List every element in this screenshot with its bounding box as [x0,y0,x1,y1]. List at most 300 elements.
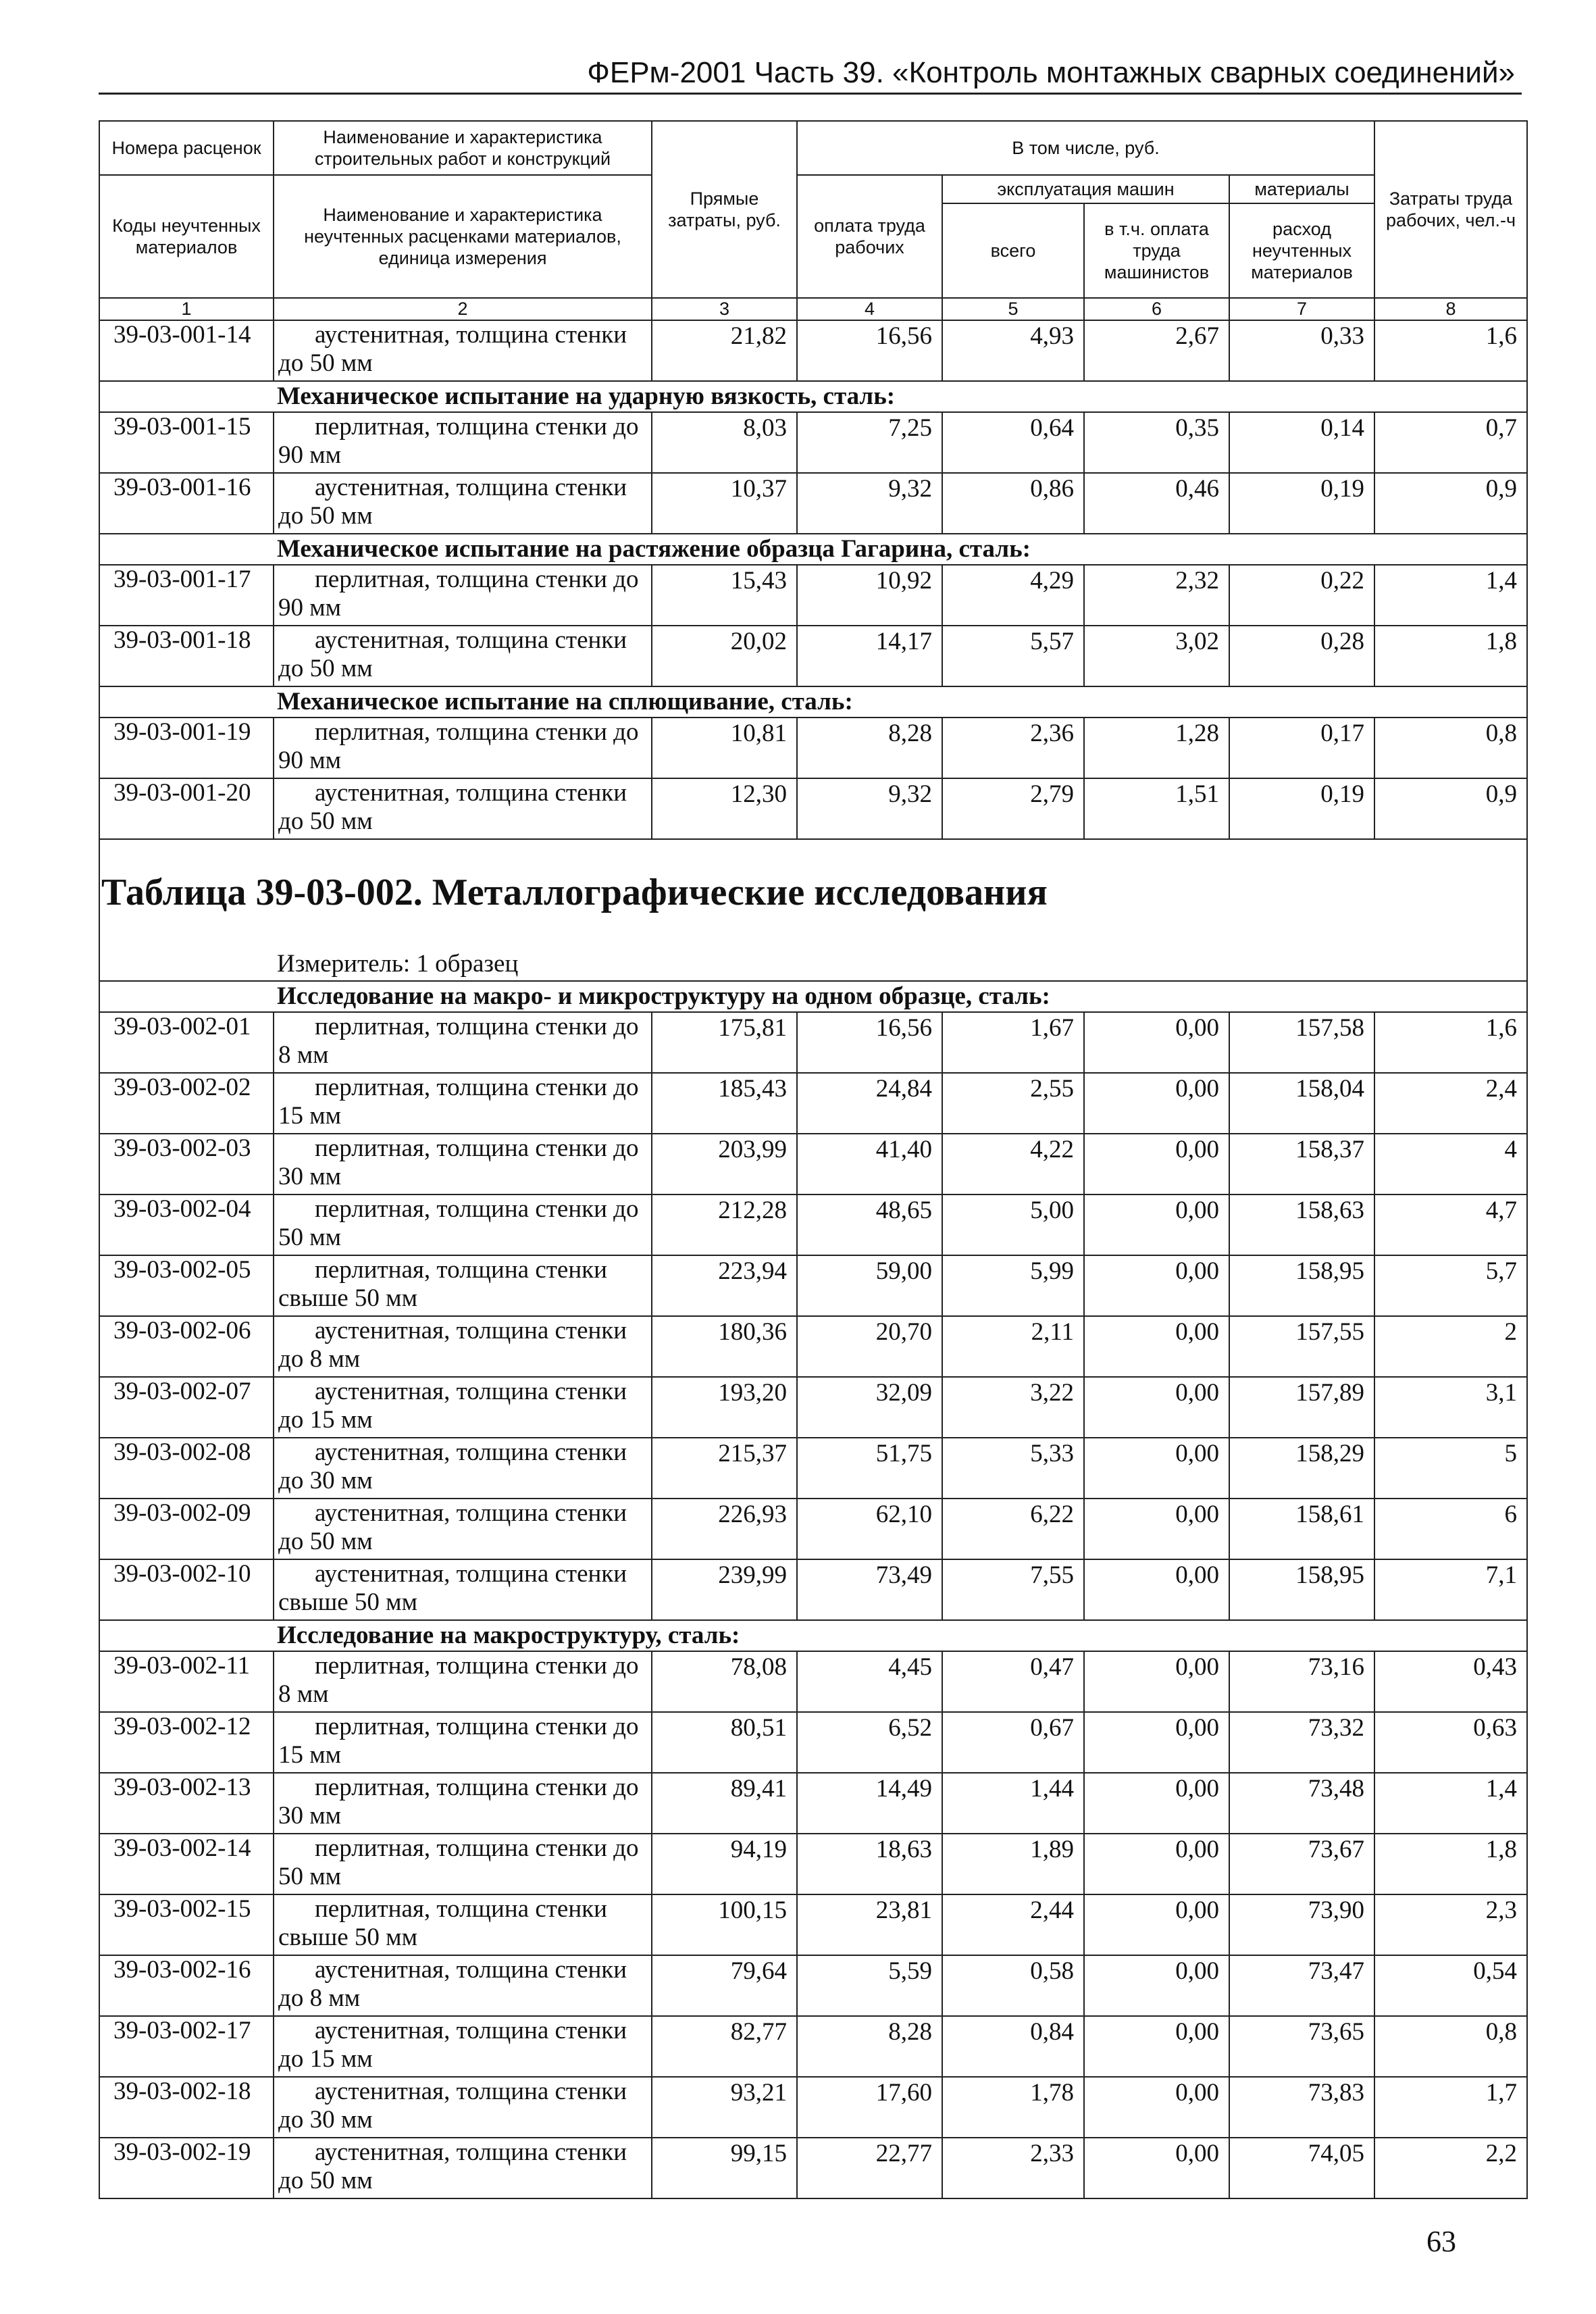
value-cell: 0,8 [1374,2016,1527,2077]
value-cell: 0,00 [1084,1194,1229,1255]
table-row [99,718,1527,778]
value-cell: 73,49 [797,1559,942,1620]
value-cell: 0,00 [1084,1955,1229,2016]
value-cell: 0,00 [1084,1559,1229,1620]
work-name-line: 15 мм [278,1102,342,1130]
value-cell: 62,10 [797,1499,942,1559]
value-cell: 158,95 [1229,1559,1374,1620]
table-row [99,320,1527,381]
value-cell: 3,22 [942,1377,1084,1438]
rate-code: 39-03-001-14 [99,320,274,381]
value-cell: 0,14 [1229,412,1374,473]
work-name-line: аустенитная, толщина стенки [315,321,627,349]
rate-code: 39-03-001-18 [99,626,274,686]
value-cell: 0,8 [1374,718,1527,778]
value-cell: 6,22 [942,1499,1084,1559]
col-num: 1 [99,298,274,320]
value-cell: 0,00 [1084,1377,1229,1438]
work-name-line: перлитная, толщина стенки до [315,1652,639,1680]
value-cell: 1,8 [1374,1834,1527,1894]
value-cell: 0,84 [942,2016,1084,2077]
value-cell: 158,04 [1229,1073,1374,1134]
value-cell: 22,77 [797,2138,942,2198]
work-name-line: 50 мм [278,1863,342,1890]
value-cell: 2,67 [1084,320,1229,381]
value-cell: 73,32 [1229,1712,1374,1773]
value-cell: 203,99 [652,1134,797,1194]
value-cell: 94,19 [652,1834,797,1894]
work-name-line: перлитная, толщина стенки до [315,1774,639,1801]
value-cell: 5 [1374,1438,1527,1499]
value-cell: 10,81 [652,718,797,778]
work-name-line: до 50 мм [278,655,373,682]
work-name [274,1073,652,1134]
value-cell: 2,11 [942,1316,1084,1377]
value-cell: 12,30 [652,778,797,839]
table-row [99,473,1527,534]
page-number: 63 [1426,2225,1456,2258]
table-row [99,1894,1527,1955]
value-cell: 2,36 [942,718,1084,778]
table-row [99,1499,1527,1559]
value-cell: 2,44 [942,1894,1084,1955]
value-cell: 4,93 [942,320,1084,381]
work-name-line: до 8 мм [278,1984,361,2012]
work-name-line: аустенитная, толщина стенки [315,1499,627,1527]
col-num: 6 [1084,298,1229,320]
col-header-direct-costs: Прямые затраты, руб. [652,121,797,298]
value-cell: 9,32 [797,778,942,839]
table-row [99,1559,1527,1620]
table-title: Таблица 39-03-002. Металлографические исследования [101,872,1048,913]
value-cell: 158,63 [1229,1194,1374,1255]
value-cell: 1,51 [1084,778,1229,839]
table-row [99,1773,1527,1834]
value-cell: 0,00 [1084,1012,1229,1073]
value-cell: 0,00 [1084,1834,1229,1894]
value-cell: 23,81 [797,1894,942,1955]
table-title-cell [99,839,1527,948]
rate-code: 39-03-002-11 [99,1651,274,1712]
value-cell: 2,3 [1374,1894,1527,1955]
value-cell: 2,4 [1374,1073,1527,1134]
value-cell: 5,59 [797,1955,942,2016]
value-cell: 9,32 [797,473,942,534]
value-cell: 0,63 [1374,1712,1527,1773]
work-name [274,1438,652,1499]
value-cell: 0,67 [942,1712,1084,1773]
work-name-line: аустенитная, толщина стенки [315,1317,627,1344]
value-cell: 73,65 [1229,2016,1374,2077]
table-row [99,1012,1527,1073]
value-cell: 2,32 [1084,565,1229,626]
table-row [99,1255,1527,1316]
work-name-line: до 50 мм [278,2167,373,2194]
value-cell: 82,77 [652,2016,797,2077]
work-name [274,1377,652,1438]
value-cell: 1,7 [1374,2077,1527,2138]
value-cell: 0,46 [1084,473,1229,534]
work-name [274,1316,652,1377]
col-header-labor: Затраты труда рабочих, чел.-ч [1374,121,1527,298]
value-cell: 0,64 [942,412,1084,473]
work-name-line: до 30 мм [278,2106,373,2134]
value-cell: 180,36 [652,1316,797,1377]
value-cell: 0,00 [1084,1773,1229,1834]
value-cell: 1,28 [1084,718,1229,778]
value-cell: 5,7 [1374,1255,1527,1316]
work-name-line: перлитная, толщина стенки [315,1256,607,1284]
work-name-line: аустенитная, толщина стенки [315,1956,627,1984]
value-cell: 93,21 [652,2077,797,2138]
rate-code: 39-03-002-01 [99,1012,274,1073]
value-cell: 1,44 [942,1773,1084,1834]
value-cell: 0,00 [1084,1073,1229,1134]
value-cell: 1,67 [942,1012,1084,1073]
value-cell: 158,61 [1229,1499,1374,1559]
table-row [99,2138,1527,2198]
section-heading: Исследование на макро- и микроструктуру на одном образце, сталь: [99,981,1527,1012]
work-name [274,1255,652,1316]
value-cell: 24,84 [797,1073,942,1134]
value-cell: 6,52 [797,1712,942,1773]
value-cell: 226,93 [652,1499,797,1559]
work-name-line: аустенитная, толщина стенки [315,1560,627,1588]
rate-code: 39-03-002-15 [99,1894,274,1955]
value-cell: 1,8 [1374,626,1527,686]
value-cell: 20,02 [652,626,797,686]
value-cell: 99,15 [652,2138,797,2198]
rate-code: 39-03-002-19 [99,2138,274,2198]
value-cell: 18,63 [797,1834,942,1894]
table-row [99,1651,1527,1712]
work-name-line: перлитная, толщина стенки [315,1895,607,1923]
col-num: 2 [274,298,652,320]
value-cell: 4 [1374,1134,1527,1194]
col-num: 4 [797,298,942,320]
value-cell: 6 [1374,1499,1527,1559]
table-row [99,1194,1527,1255]
value-cell: 0,00 [1084,1255,1229,1316]
value-cell: 5,00 [942,1194,1084,1255]
rate-code: 39-03-002-08 [99,1438,274,1499]
rate-code: 39-03-001-20 [99,778,274,839]
value-cell: 0,17 [1229,718,1374,778]
value-cell: 0,43 [1374,1651,1527,1712]
value-cell: 78,08 [652,1651,797,1712]
value-cell: 185,43 [652,1073,797,1134]
work-name [274,626,652,686]
value-cell: 0,86 [942,473,1084,534]
value-cell: 0,47 [942,1651,1084,1712]
value-cell: 2,79 [942,778,1084,839]
rate-code: 39-03-002-10 [99,1559,274,1620]
rate-code: 39-03-002-18 [99,2077,274,2138]
work-name-line: перлитная, толщина стенки до [315,718,639,746]
table-row [99,565,1527,626]
value-cell: 0,00 [1084,2077,1229,2138]
value-cell: 100,15 [652,1894,797,1955]
value-cell: 41,40 [797,1134,942,1194]
work-name [274,1712,652,1773]
col-num: 7 [1229,298,1374,320]
work-name [274,1499,652,1559]
work-name-line: аустенитная, толщина стенки [315,1378,627,1405]
col-header-wages: оплата труда рабочих [797,175,942,298]
work-name-line: аустенитная, толщина стенки [315,2138,627,2166]
value-cell: 5,33 [942,1438,1084,1499]
col-header-work-name: Наименование и характеристика строительных работ и конструкций [274,121,652,175]
work-name-line: аустенитная, толщина стенки [315,2078,627,2105]
work-name-line: 90 мм [278,747,342,774]
value-cell: 0,58 [942,1955,1084,2016]
value-cell: 16,56 [797,1012,942,1073]
value-cell: 2,2 [1374,2138,1527,2198]
work-name [274,1894,652,1955]
value-cell: 21,82 [652,320,797,381]
value-cell: 1,4 [1374,565,1527,626]
value-cell: 2,33 [942,2138,1084,2198]
rate-code: 39-03-002-14 [99,1834,274,1894]
value-cell: 0,00 [1084,2016,1229,2077]
rate-code: 39-03-001-15 [99,412,274,473]
value-cell: 0,7 [1374,412,1527,473]
work-name [274,1012,652,1073]
value-cell: 0,9 [1374,778,1527,839]
rate-code: 39-03-001-19 [99,718,274,778]
work-name-line: до 30 мм [278,1467,373,1494]
value-cell: 1,6 [1374,1012,1527,1073]
page-header: ФЕРм-2001 Часть 39. «Контроль монтажных сварных соединений» [99,53,1522,95]
work-name [274,320,652,381]
value-cell: 0,35 [1084,412,1229,473]
table-row [99,2077,1527,2138]
work-name-line: аустенитная, толщина стенки [315,2017,627,2044]
work-name [274,412,652,473]
value-cell: 8,03 [652,412,797,473]
value-cell: 51,75 [797,1438,942,1499]
work-name-line: до 50 мм [278,349,373,377]
rate-code: 39-03-002-02 [99,1073,274,1134]
col-num: 8 [1374,298,1527,320]
value-cell: 0,19 [1229,778,1374,839]
value-cell: 0,33 [1229,320,1374,381]
rate-code: 39-03-002-03 [99,1134,274,1194]
value-cell: 158,29 [1229,1438,1374,1499]
value-cell: 73,90 [1229,1894,1374,1955]
rate-code: 39-03-002-05 [99,1255,274,1316]
col-header-machinist-wages: в т.ч. оплата труда машинистов [1084,203,1229,298]
value-cell: 7,1 [1374,1559,1527,1620]
value-cell: 2,55 [942,1073,1084,1134]
work-name-line: 90 мм [278,594,342,622]
work-name-line: свыше 50 мм [278,1588,417,1616]
work-name-line: 30 мм [278,1163,342,1190]
rate-code: 39-03-002-09 [99,1499,274,1559]
value-cell: 14,49 [797,1773,942,1834]
table-row [99,412,1527,473]
value-cell: 1,89 [942,1834,1084,1894]
work-name-line: до 50 мм [278,502,373,530]
work-name-line: 50 мм [278,1224,342,1251]
work-name-line: аустенитная, толщина стенки [315,779,627,807]
work-name-line: до 15 мм [278,2045,373,2073]
work-name [274,2138,652,2198]
col-header-materials: материалы [1229,175,1374,203]
value-cell: 73,67 [1229,1834,1374,1894]
work-name-line: аустенитная, толщина стенки [315,1438,627,1466]
table-row [99,1834,1527,1894]
col-header-material-consumption: расход неучтенных материалов [1229,203,1374,298]
work-name [274,2016,652,2077]
table-row [99,1377,1527,1438]
value-cell: 1,6 [1374,320,1527,381]
value-cell: 0,00 [1084,1438,1229,1499]
value-cell: 0,00 [1084,1712,1229,1773]
table-row [99,1955,1527,2016]
value-cell: 158,37 [1229,1134,1374,1194]
work-name-line: 30 мм [278,1802,342,1830]
table-row [99,626,1527,686]
rate-code: 39-03-002-07 [99,1377,274,1438]
price-table [99,120,1528,2199]
value-cell: 5,57 [942,626,1084,686]
value-cell: 157,55 [1229,1316,1374,1377]
col-header-material-codes: Коды неучтенных материалов [99,175,274,298]
work-name-line: перлитная, толщина стенки до [315,1834,639,1862]
value-cell: 1,78 [942,2077,1084,2138]
value-cell: 59,00 [797,1255,942,1316]
rate-code: 39-03-002-06 [99,1316,274,1377]
value-cell: 4,29 [942,565,1084,626]
work-name-line: 90 мм [278,441,342,469]
table-row [99,1134,1527,1194]
work-name [274,1194,652,1255]
value-cell: 80,51 [652,1712,797,1773]
value-cell: 89,41 [652,1773,797,1834]
value-cell: 215,37 [652,1438,797,1499]
value-cell: 0,9 [1374,473,1527,534]
work-name-line: перлитная, толщина стенки до [315,565,639,593]
value-cell: 0,28 [1229,626,1374,686]
work-name-line: до 8 мм [278,1345,361,1373]
value-cell: 3,1 [1374,1377,1527,1438]
value-cell: 0,00 [1084,2138,1229,2198]
value-cell: 1,4 [1374,1773,1527,1834]
work-name-line: 15 мм [278,1741,342,1769]
section-heading: Механическое испытание на сплющивание, сталь: [99,686,1527,718]
work-name [274,1134,652,1194]
col-header-material-name: Наименование и характеристика неучтенных расценками материалов, единица измерения [274,175,652,298]
value-cell: 73,48 [1229,1773,1374,1834]
section-heading: Исследование на макроструктуру, сталь: [99,1620,1527,1651]
section-heading: Механическое испытание на растяжение образца Гагарина, сталь: [99,534,1527,565]
value-cell: 79,64 [652,1955,797,2016]
work-name-line: аустенитная, толщина стенки [315,474,627,501]
value-cell: 0,00 [1084,1499,1229,1559]
value-cell: 0,22 [1229,565,1374,626]
column-numbers-row [99,298,1527,320]
value-cell: 4,22 [942,1134,1084,1194]
rate-code: 39-03-001-17 [99,565,274,626]
value-cell: 212,28 [652,1194,797,1255]
value-cell: 10,37 [652,473,797,534]
table-row [99,2016,1527,2077]
col-header-rate-number: Номера расценок [99,121,274,175]
work-name-line: аустенитная, толщина стенки [315,626,627,654]
value-cell: 0,00 [1084,1894,1229,1955]
table-row [99,1316,1527,1377]
value-cell: 239,99 [652,1559,797,1620]
work-name-line: до 50 мм [278,807,373,835]
value-cell: 0,00 [1084,1316,1229,1377]
measurement-unit: Измеритель: 1 образец [99,948,1527,981]
work-name [274,1559,652,1620]
col-num: 3 [652,298,797,320]
table-row [99,1712,1527,1773]
col-header-machines-total: всего [942,203,1084,298]
value-cell: 73,16 [1229,1651,1374,1712]
rate-code: 39-03-002-13 [99,1773,274,1834]
value-cell: 3,02 [1084,626,1229,686]
value-cell: 8,28 [797,2016,942,2077]
rate-code: 39-03-002-12 [99,1712,274,1773]
value-cell: 20,70 [797,1316,942,1377]
value-cell: 8,28 [797,718,942,778]
work-name [274,2077,652,2138]
value-cell: 4,7 [1374,1194,1527,1255]
value-cell: 158,95 [1229,1255,1374,1316]
work-name-line: свыше 50 мм [278,1284,417,1312]
work-name-line: 8 мм [278,1680,329,1708]
work-name [274,778,652,839]
rate-code: 39-03-002-04 [99,1194,274,1255]
value-cell: 48,65 [797,1194,942,1255]
section-heading: Механическое испытание на ударную вязкость, сталь: [99,381,1527,412]
value-cell: 4,45 [797,1651,942,1712]
value-cell: 157,89 [1229,1377,1374,1438]
value-cell: 73,47 [1229,1955,1374,2016]
work-name-line: свыше 50 мм [278,1923,417,1951]
value-cell: 0,19 [1229,473,1374,534]
value-cell: 5,99 [942,1255,1084,1316]
value-cell: 157,58 [1229,1012,1374,1073]
work-name-line: перлитная, толщина стенки до [315,1074,639,1101]
work-name-line: перлитная, толщина стенки до [315,1134,639,1162]
work-name-line: перлитная, толщина стенки до [315,413,639,441]
rate-code: 39-03-001-16 [99,473,274,534]
value-cell: 7,55 [942,1559,1084,1620]
value-cell: 175,81 [652,1012,797,1073]
work-name-line: перлитная, толщина стенки до [315,1013,639,1040]
work-name [274,473,652,534]
value-cell: 16,56 [797,320,942,381]
value-cell: 0,00 [1084,1651,1229,1712]
work-name-line: до 50 мм [278,1528,373,1555]
value-cell: 193,20 [652,1377,797,1438]
work-name-line: до 15 мм [278,1406,373,1434]
work-name [274,1651,652,1712]
work-name [274,565,652,626]
table-row [99,1073,1527,1134]
value-cell: 73,83 [1229,2077,1374,2138]
value-cell: 7,25 [797,412,942,473]
value-cell: 0,00 [1084,1134,1229,1194]
value-cell: 17,60 [797,2077,942,2138]
work-name [274,1834,652,1894]
value-cell: 2 [1374,1316,1527,1377]
value-cell: 15,43 [652,565,797,626]
